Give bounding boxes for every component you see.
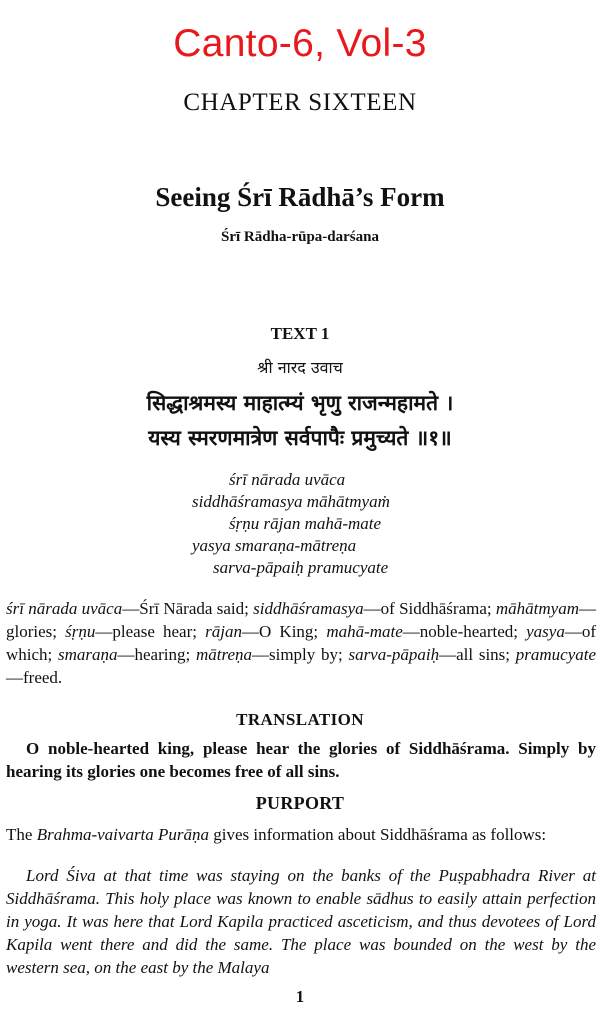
synonym-term: rājan xyxy=(205,622,242,641)
synonym-term: mātreṇa xyxy=(195,645,252,664)
transliteration-line: siddhāśramasya māhātmyaṁ xyxy=(192,492,390,511)
synonym-meaning: —of Siddhāśrama; xyxy=(363,599,496,618)
chapter-heading: CHAPTER SIXTEEN xyxy=(183,89,417,116)
transliteration-line: śṛṇu rājan mahā-mate xyxy=(229,514,382,533)
purport-intro xyxy=(6,823,596,846)
translation-text: O noble-hearted king, please hear the glories of Siddhāśrama. Simply by hearing its glories one becomes free of all sins. xyxy=(6,739,596,781)
page-number: 1 xyxy=(295,987,305,1006)
synonym-meaning: —noble-hearted; xyxy=(402,622,527,641)
synonym-term: pramucyate xyxy=(515,645,597,664)
chapter-subtitle: Śrī Rādha-rūpa-darśana xyxy=(221,229,379,245)
transliteration-line: sarva-pāpaiḥ pramucyate xyxy=(213,558,389,577)
synonym-meaning: —hearing; xyxy=(117,645,196,664)
purport-source-title: Brahma-vaivarta Purāṇa xyxy=(36,825,210,844)
synonym-term: siddhāśramasya xyxy=(253,599,364,618)
devanagari-verse-line-1: सिद्धाश्रमस्य माहात्म्यं भृणु राजन्महामते । xyxy=(146,391,454,415)
devanagari-verse-line-2: यस्य स्मरणमात्रेण सर्वपापैः प्रमुच्यते ॥१॥ xyxy=(148,426,452,450)
synonym-meaning: —of which; xyxy=(6,622,597,664)
word-for-word-synonyms xyxy=(6,597,596,689)
synonym-meaning: —freed. xyxy=(6,668,63,687)
synonym-meaning: —O King; xyxy=(242,622,327,641)
synonym-term: smaraṇa xyxy=(58,645,118,664)
synonym-term: sarva-pāpaiḥ xyxy=(348,645,440,664)
synonym-meaning: —glories; xyxy=(6,599,596,641)
devanagari-speaker: श्री नारद उवाच xyxy=(257,358,343,377)
transliteration-line: śrī nārada uvāca xyxy=(229,470,346,489)
translation-heading: TRANSLATION xyxy=(236,710,364,729)
synonym-term: śrī nārada uvāca xyxy=(6,599,123,618)
synonym-meaning: —please hear; xyxy=(95,622,206,641)
synonym-meaning: —Śrī Nārada said; xyxy=(122,599,254,618)
synonym-term: mahā-mate xyxy=(326,622,403,641)
synonym-term: māhātmyam xyxy=(495,599,579,618)
canto-volume-title: Canto-6, Vol-3 xyxy=(173,22,427,65)
purport-intro-suffix: gives information about Siddhāśrama as follows: xyxy=(209,825,547,844)
purport-intro-prefix: The xyxy=(6,825,37,844)
transliteration-line: yasya smaraṇa-mātreṇa xyxy=(192,536,357,555)
purport-heading: PURPORT xyxy=(255,793,345,813)
verse-label: TEXT 1 xyxy=(270,324,330,343)
synonym-meaning: —all sins; xyxy=(439,645,516,664)
synonym-term: yasya xyxy=(526,622,565,641)
chapter-title: Seeing Śrī Rādhā’s Form xyxy=(155,182,445,212)
purport-quotation: Lord Śiva at that time was staying on the banks of the Puṣpabhadra River at Siddhāśrama. This holy place was known to enable sādhus to easily attain perfection in yoga. It was here that Lord Kapila practiced asceticism, and thus devotees of Lord Kapila went there and did the same. The place was bounded on the west by the western sea, on the east by the Malaya xyxy=(6,866,596,977)
synonym-meaning: —simply by; xyxy=(251,645,349,664)
synonym-term: śṛṇu xyxy=(65,622,96,641)
